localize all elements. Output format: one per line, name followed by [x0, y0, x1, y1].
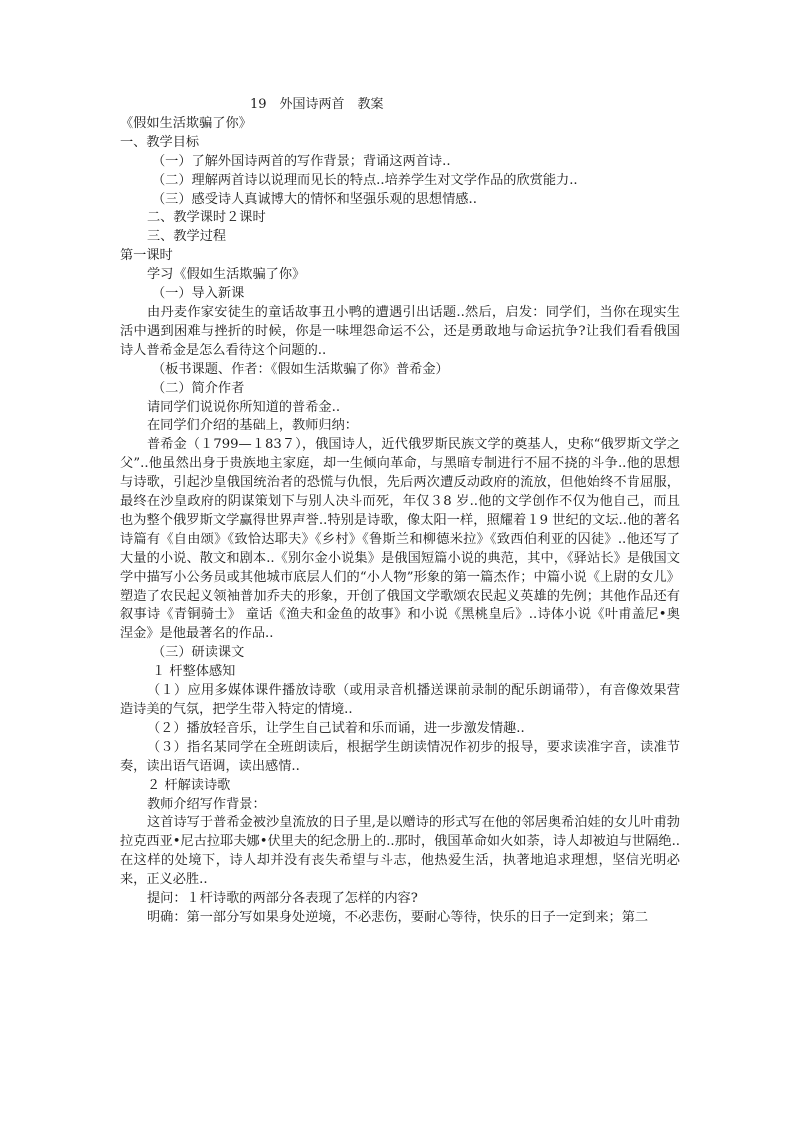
body-paragraph: （２）播放轻音乐，让学生自己试着和乐而诵，进一步激发情趣.. [147, 720, 525, 736]
document-page [120, 96, 680, 928]
body-line: 第一课时 [120, 248, 173, 264]
body-line: 教师介绍写作背景： [147, 796, 266, 812]
body-paragraph: （１）应用多媒体课件播放诗歌（或用录音机播送课前录制的配乐朗诵带），有音像效果营造诗美的气氛，把学生带入特定的情境.. [120, 683, 680, 717]
body-paragraph: （３）指名某同学在全班朗读后，根据学生朗读情况作初步的报导，要求读准字音，读准节奏，读出语气语调，读出感情.. [120, 739, 680, 774]
body-line: （三）感受诗人真诚博大的情怀和坚强乐观的思想情感.. [152, 191, 477, 207]
body-line: （板书课题、作者：《假如生活欺骗了你》普希金） [152, 361, 449, 377]
body-line: 二、教学课时２课时 [147, 210, 266, 226]
document-body [120, 115, 680, 928]
body-line: １ 杆整体感知 [152, 664, 236, 680]
body-paragraph: 普希金（１799—１83７），俄国诗人，近代俄罗斯民族文学的奠基人，史称“俄罗斯文学之父”..他虽然出身于贵族地主家庭，却一生倾向革命，与黑暗专制进行不屈不挠的斗争..他的思想与诗歌，引起沙皇俄国统治者的恐慌与仇恨，先后两次遭反动政府的流放，但他始终不肯屈服，最终在沙皇政府的阴谋策划下与别人决斗而死，年仅３8 岁..他的文学创作不仅为他自己，而且也为整个俄罗斯文学赢得世界声誉..特别是诗歌，像太阳一样，照耀着１9 世纪的文坛..他的著名诗篇有《自由颂》《致恰达耶夫》《乡村》《鲁斯兰和柳德米拉》《致西伯利亚的囚徒》..他还写了大量的小说、散文和剧本..《别尔金小说集》是俄国短篇小说的典范，其中，《驿站长》是俄国文学中描写小公务员或其他城市底层人们的“小人物”形象的第一篇杰作；中篇小说《上尉的女儿》塑造了农民起义领袖普加乔夫的形象，开创了俄国文学歌颂农民起义英雄的先例；其他作品还有叙事诗《青铜骑士》 童话《渔夫和金鱼的故事》和小说《黑桃皇后》..诗体小说《叶甫盖尼•奥涅金》是他最著名的作品.. [120, 437, 680, 642]
body-line: （三）研读课文 [152, 645, 245, 661]
body-line: ２ 杆解读诗歌 [147, 777, 231, 793]
body-line: 在同学们介绍的基础上，教师归纳： [147, 418, 358, 434]
body-line: （一）了解外国诗两首的写作背景；背诵这两首诗.. [152, 153, 451, 169]
body-line: 三、教学过程 [147, 229, 227, 245]
body-line: 《假如生活欺骗了你》 [120, 115, 252, 131]
document-title: 19 外国诗两首 教案 [250, 97, 384, 112]
body-paragraph: 明确：第一部分写如果身处逆境，不必悲伤，要耐心等待，快乐的日子一定到来；第二 [147, 909, 649, 925]
body-line: 请同学们说说你所知道的普希金.. [147, 399, 341, 415]
body-paragraph: 由丹麦作家安徒生的童话故事丑小鸭的遭遇引出话题..然后，启发：同学们，当你在现实生活中遇到困难与挫折的时候，你是一味埋怨命运不公，还是勇敢地与命运抗争?让我们看看俄国诗人普希金是怎么看待这个问题的.. [120, 304, 680, 358]
body-line: 提问：１杆诗歌的两部分各表现了怎样的内容? [147, 891, 418, 907]
body-line: 学习《假如生活欺骗了你》 [147, 267, 306, 283]
body-line: （一）导入新课 [152, 286, 245, 302]
body-line: 一、教学目标 [120, 134, 200, 150]
body-line: （二）简介作者 [152, 380, 245, 396]
body-line: （二）理解两首诗以说理而见长的特点..培养学生对文学作品的欣赏能力.. [152, 172, 578, 188]
body-paragraph: 这首诗写于普希金被沙皇流放的日子里,是以赠诗的形式写在他的邻居奥希泊娃的女儿叶甫勃拉克西亚•尼古拉耶夫娜•伏里夫的纪念册上的..那时，俄国革命如火如荼，诗人却被迫与世隔绝..在这样的处境下，诗人却并没有丧失希望与斗志，他热爱生活，执著地追求理想，坚信光明必来，正义必胜.. [120, 815, 680, 888]
